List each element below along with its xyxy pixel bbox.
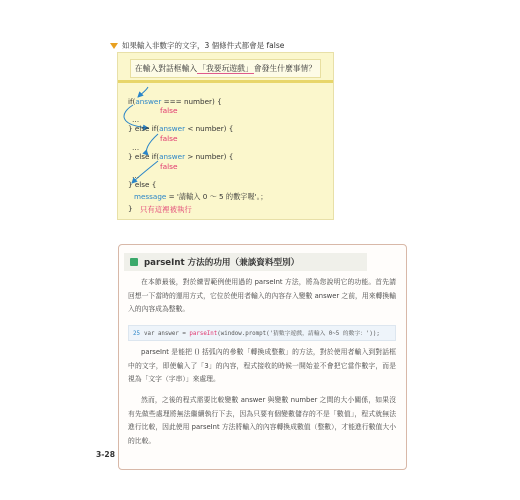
question-highlight: 「我要玩遊戲」 [198, 64, 253, 73]
code-line-if: if(answer === number) { [128, 97, 222, 106]
code-suffix: (window.prompt('猜數字遊戲，請輸入 0~5 的數字：')); [217, 331, 380, 337]
only-executed-note: 只有這裡被執行 [140, 205, 192, 214]
note-title: parseInt 方法的功用（兼談資料型別） [144, 258, 300, 268]
code-prefix: var answer = [143, 331, 190, 337]
code-line-elseif-1: } else if(answer < number) { [128, 124, 234, 133]
code-figure [117, 52, 334, 220]
arrow-into-if [138, 87, 148, 97]
note-paragraph-2: parseInt 是能把 () 括弧內的參數「轉換成整數」的方法，對於使用者輸入到對話框中的文字，即使輸入了「3」的內容，程式接收的時候一開始並不會把它當作數字，而是視為「文字（字串）」來處理。 [128, 348, 396, 383]
note-paragraph-3: 然而，之後的程式需要比較變數 answer 與變數 number 之間的大小關係，如果沒有先做些處理將無法繼續執行下去，因為只要有個變數儲存的不是「數值」，程式就無法進行比較，因此使用 parseInt 方法將輸入的內容轉換成數值（整數），才能進行數值大小的比較。 [128, 396, 396, 445]
code-line-else: } else { [128, 180, 157, 189]
heading-text: 如果輸入非數字的文字，3 個條件式都會是 false [122, 41, 285, 50]
code-dots-2: … [132, 143, 140, 152]
code-line-close: } [128, 204, 133, 213]
code-line-message: message = '請輸入 0 ～ 5 的數字喔'。； [134, 192, 268, 201]
note-box [118, 244, 407, 470]
page-number: 3-28 [96, 450, 116, 459]
code-line-number: 25 [133, 331, 140, 337]
green-square-bullet-icon [130, 258, 138, 266]
code-function-name: parseInt [189, 331, 218, 337]
question-post: 會發生什麼事情？ [253, 64, 317, 73]
section-heading [110, 40, 284, 51]
false-label-2: false [160, 134, 178, 143]
question-pre: 在輸入對話框輸入 [134, 64, 198, 73]
note-paragraph-1: 在本節最後，對於練習範例使用過的 parseInt 方法，將為您說明它的功能。首先請回想一下當時的運用方式，它位於使用者輸入的內容存入變數 answer 之前，用來轉換輸入的內容成為整數。 [128, 278, 396, 313]
code-line-elseif-2: } else if(answer > number) { [128, 152, 234, 161]
false-label-3: false [160, 162, 178, 171]
code-dots-1: … [132, 115, 140, 124]
code-snippet [128, 325, 396, 341]
false-label-1: false [160, 106, 178, 115]
note-title-bar [124, 253, 367, 271]
code-dots-3: … [132, 171, 140, 180]
triangle-bullet-icon [110, 43, 118, 49]
